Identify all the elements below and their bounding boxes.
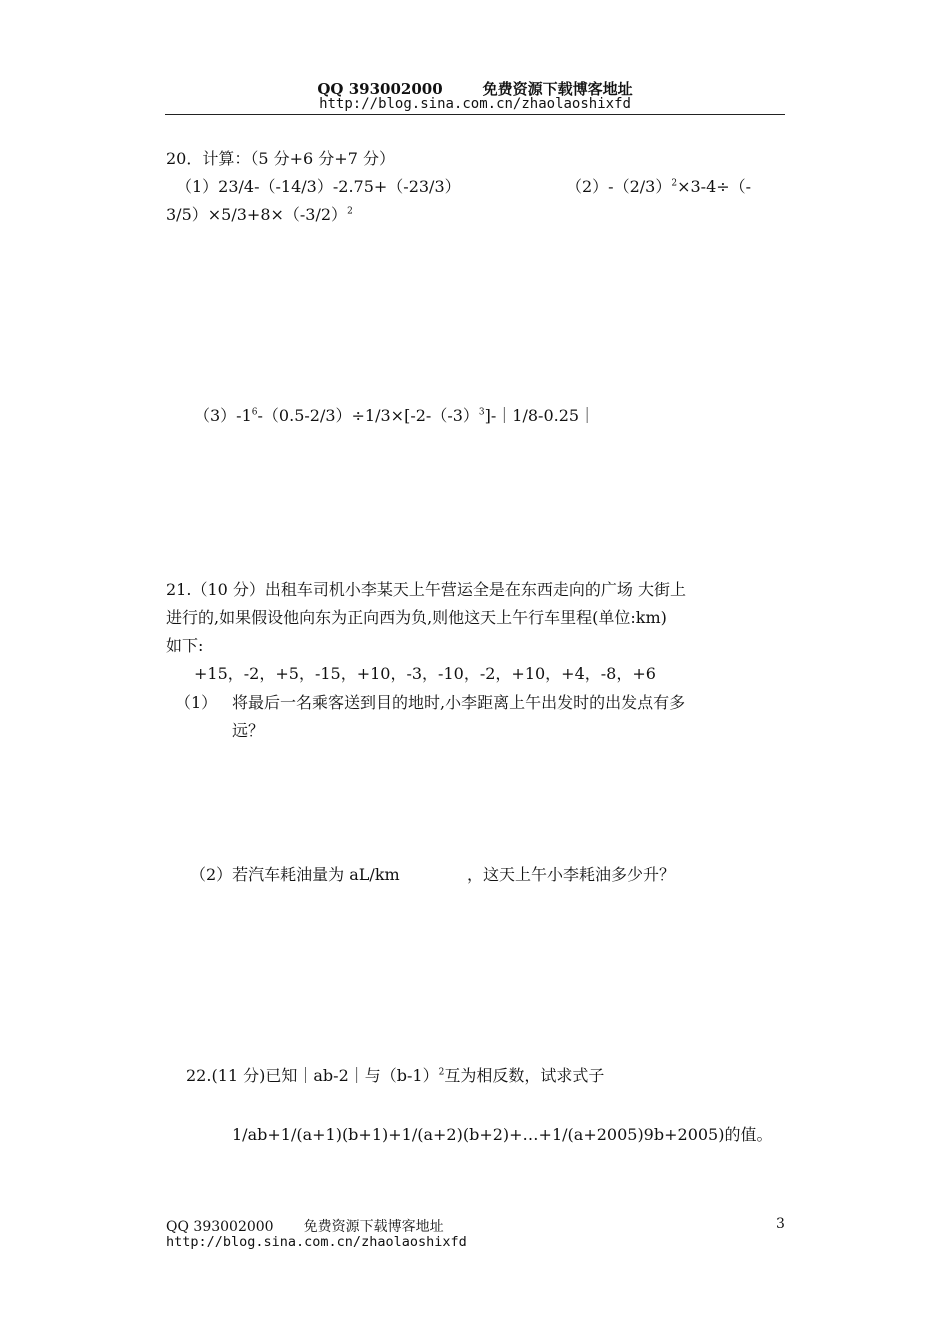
header-url[interactable]: http://blog.sina.com.cn/zhaolaoshixfd	[319, 96, 631, 112]
q20-part3	[194, 403, 595, 426]
q22-line1	[186, 1063, 604, 1086]
q21-line3: 如下:	[166, 636, 204, 655]
q20-part2-continued	[166, 202, 353, 225]
q20-part3-exponent1: 6	[251, 407, 258, 418]
q21-line2: 进行的,如果假设他向东为正向西为负,则他这天上午行车里程(单位:km)	[166, 608, 667, 627]
q21-line1: 21.（10 分）出租车司机小李某天上午营运全是在东西走向的广场 大街上	[166, 580, 686, 599]
q20-part2-cont-text: 3/5）×5/3+8×（-3/2）	[166, 205, 348, 224]
q21-data-list: +15，-2，+5，-15，+10，-3，-10，-2，+10，+4，-8，+6	[194, 664, 656, 683]
q20-part3-c: ]-｜1/8-0.25｜	[484, 406, 596, 425]
q20-part2-start: （2）-（2/3）	[566, 177, 672, 196]
q20-part2-exponent: 2	[671, 178, 678, 189]
footer-qq: QQ 393002000	[166, 1219, 274, 1235]
q20-part3-a: （3）-1	[194, 406, 252, 425]
q21-sub1-label: （1）	[175, 693, 218, 712]
q22-line1-exponent: 2	[438, 1067, 445, 1078]
q20-part3-exponent2: 3	[478, 407, 485, 418]
q20-part2-rest: ×3-4÷（-	[677, 177, 752, 196]
header-qq: QQ 393002000	[317, 80, 443, 98]
q21-sub1-line1: 将最后一名乘客送到目的地时,小李距离上午出发时的出发点有多	[232, 693, 686, 712]
footer-url[interactable]: http://blog.sina.com.cn/zhaolaoshixfd	[166, 1234, 467, 1250]
q22-line2: 1/ab+1/(a+1)(b+1)+1/(a+2)(b+2)+…+1/(a+2005)9b+2005)的值。	[232, 1125, 773, 1144]
q22-line1-b: 互为相反数，试求式子	[444, 1066, 605, 1085]
page-number: 3	[776, 1216, 785, 1232]
q21-sub2-a: （2）若汽车耗油量为 aL/km	[190, 865, 400, 884]
q20-part3-b: -（0.5-2/3）÷1/3×[-2-（-3）	[257, 406, 479, 425]
q22-line1-a: 22.(11 分)已知｜ab-2｜与（b-1）	[186, 1066, 439, 1085]
q20-part1: （1）23/4-（-14/3）-2.75+（-23/3）	[176, 177, 461, 196]
header-title: 免费资源下载博客地址	[482, 80, 633, 98]
q20-part2	[566, 174, 751, 197]
header-divider	[165, 114, 785, 115]
q21-sub1-line2: 远？	[232, 721, 265, 740]
q20-part2-cont-exponent: 2	[347, 206, 353, 217]
q20-title: 20．计算：（5 分+6 分+7 分）	[166, 149, 395, 168]
page-footer	[166, 1216, 444, 1236]
q21-sub2-b: ，这天上午小李耗油多少升？	[467, 865, 676, 884]
footer-title: 免费资源下载博客地址	[303, 1219, 444, 1235]
